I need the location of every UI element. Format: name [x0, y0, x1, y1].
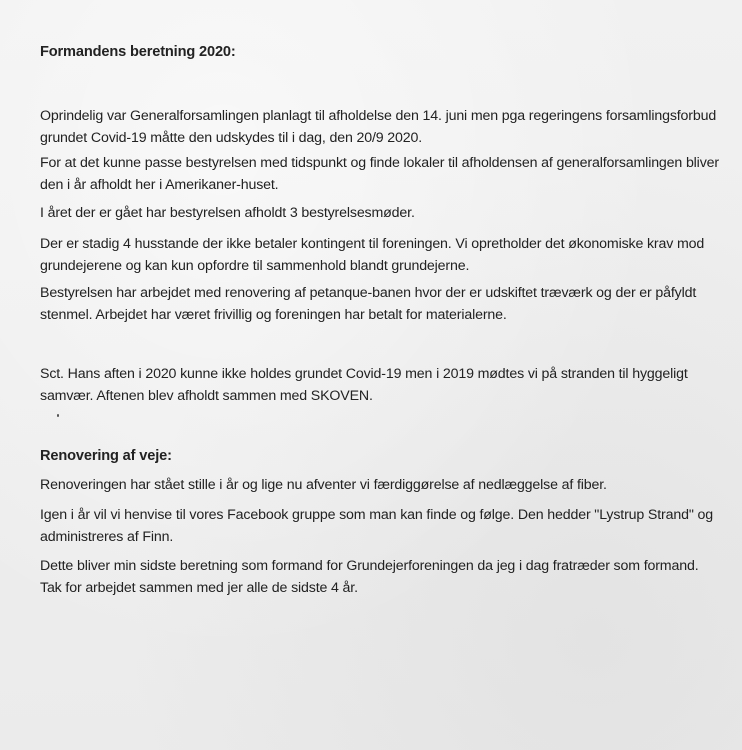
- document-title: Formandens beretning 2020:: [40, 44, 236, 60]
- paragraph-facebook-group: Igen i år vil vi henvise til vores Facebook gruppe som man kan finde og følge. Den hedder "Lystrup Strand" og administreres af Finn.: [40, 507, 713, 545]
- paragraph-membership-fees: Der er stadig 4 husstande der ikke betaler kontingent til foreningen. Vi opretholder det økonomiske krav mod grundejerene og kan kun opfordre til sammenhold blandt grundejerne.: [40, 236, 705, 274]
- paragraph-road-renovation: Renoveringen har stået stille i år og lige nu afventer vi færdiggørelse af nedlæggelse af fiber.: [40, 477, 607, 493]
- paper-speck: [57, 414, 59, 417]
- paragraph-petanque: Bestyrelsen har arbejdet med renovering af petanque-banen hvor der er udskiftet træværk og der er påfyldt stenmel. Arbejdet har været frivillig og foreningen har betalt for materialerne.: [40, 285, 697, 323]
- paragraph-farewell: Dette bliver min sidste beretning som formand for Grundejerforeningen da jeg i dag fratræder som formand. Tak for arbejdet sammen med jer alle de sidste 4 år.: [40, 558, 699, 596]
- section-heading-roads: Renovering af veje:: [40, 448, 172, 464]
- paragraph-postponement: Oprindelig var Generalforsamlingen planlagt til afholdelse den 14. juni men pga regeringens forsamlingsforbud grundet Covid-19 måtte den udskydes til i dag, den 20/9 2020.: [40, 108, 717, 146]
- paragraph-sct-hans: Sct. Hans aften i 2020 kunne ikke holdes grundet Covid-19 men i 2019 mødtes vi på stranden til hyggeligt samvær. Aftenen blev afholdt sammen med SKOVEN.: [40, 366, 688, 404]
- paragraph-board-meetings: I året der er gået har bestyrelsen afholdt 3 bestyrelsesmøder.: [40, 205, 415, 221]
- paragraph-venue: For at det kunne passe bestyrelsen med tidspunkt og finde lokaler til afholdensen af generalforsamlingen bliver den i år afholdt her i Amerikaner-huset.: [40, 155, 719, 193]
